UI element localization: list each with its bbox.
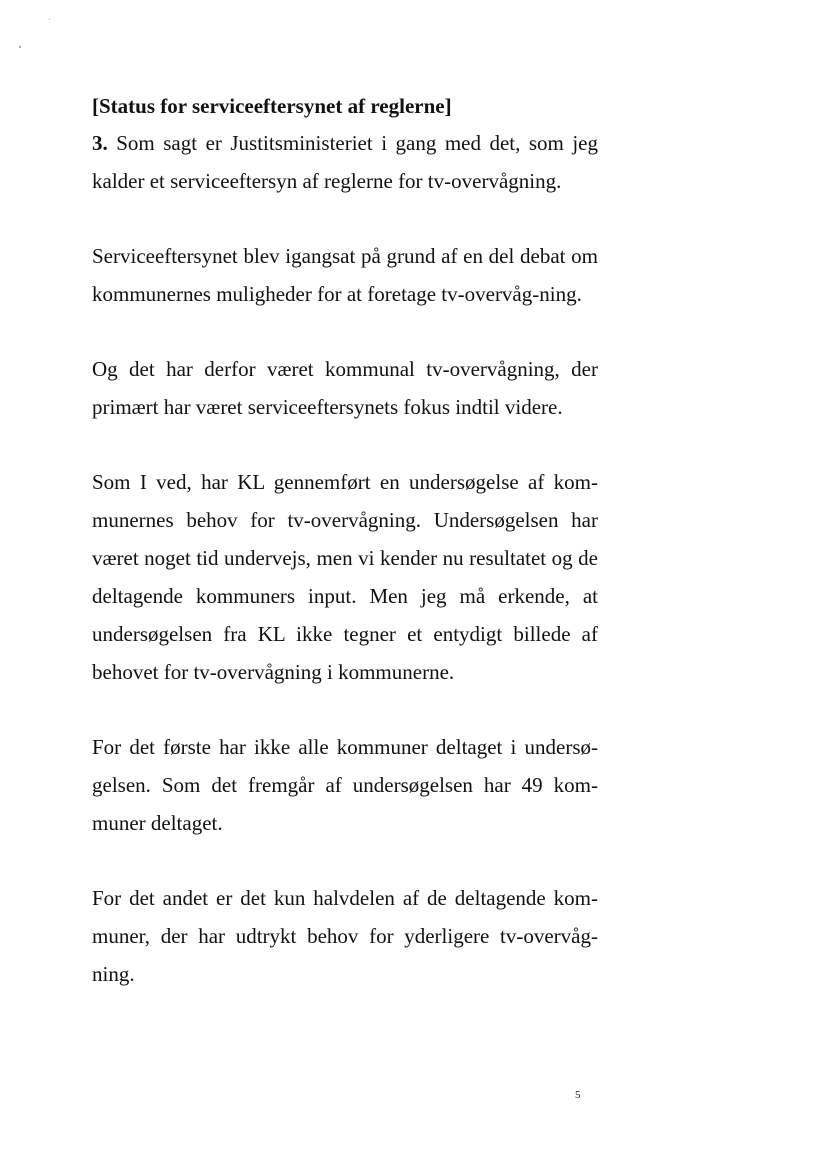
paragraph-2: Serviceeftersynet blev igangsat på grund af en del debat om kommunernes muligheder for at foretage tv-overvåg-ning.	[92, 244, 598, 306]
page-number: 5	[575, 1089, 581, 1101]
paragraph-1	[92, 124, 598, 200]
paragraph-4: Som I ved, har KL gennemført en undersøgelse af kom-munernes behov for tv-overvågning. Undersøgelsen har været noget tid undervejs, men vi kender nu resultatet og de deltagende kommuners input. Men jeg må erkende, at undersøgelsen fra KL ikke tegner et entydigt billede af behovet for tv-overvågning i kommunerne.	[92, 470, 598, 684]
document-body	[92, 88, 598, 1030]
scan-speck	[19, 46, 21, 48]
paragraph-6: For det andet er det kun halvdelen af de deltagende kom-muner, der har udtrykt behov for yderligere tv-overvåg-ning.	[92, 886, 598, 986]
scan-speck	[49, 19, 50, 20]
paragraph-text: Som sagt er Justitsministeriet i gang med det, som jeg kalder et serviceeftersyn af reglerne for tv-overvågning.	[92, 131, 599, 193]
paragraph-5: For det første har ikke alle kommuner deltaget i undersø-gelsen. Som det fremgår af undersøgelsen har 49 kom-muner deltaget.	[92, 735, 598, 835]
paragraph-3: Og det har derfor været kommunal tv-overvågning, der primært har været serviceeftersynets fokus indtil videre.	[92, 357, 598, 419]
section-heading: [Status for serviceeftersynet af reglerne]	[92, 94, 452, 118]
paragraph-number: 3.	[92, 131, 108, 155]
